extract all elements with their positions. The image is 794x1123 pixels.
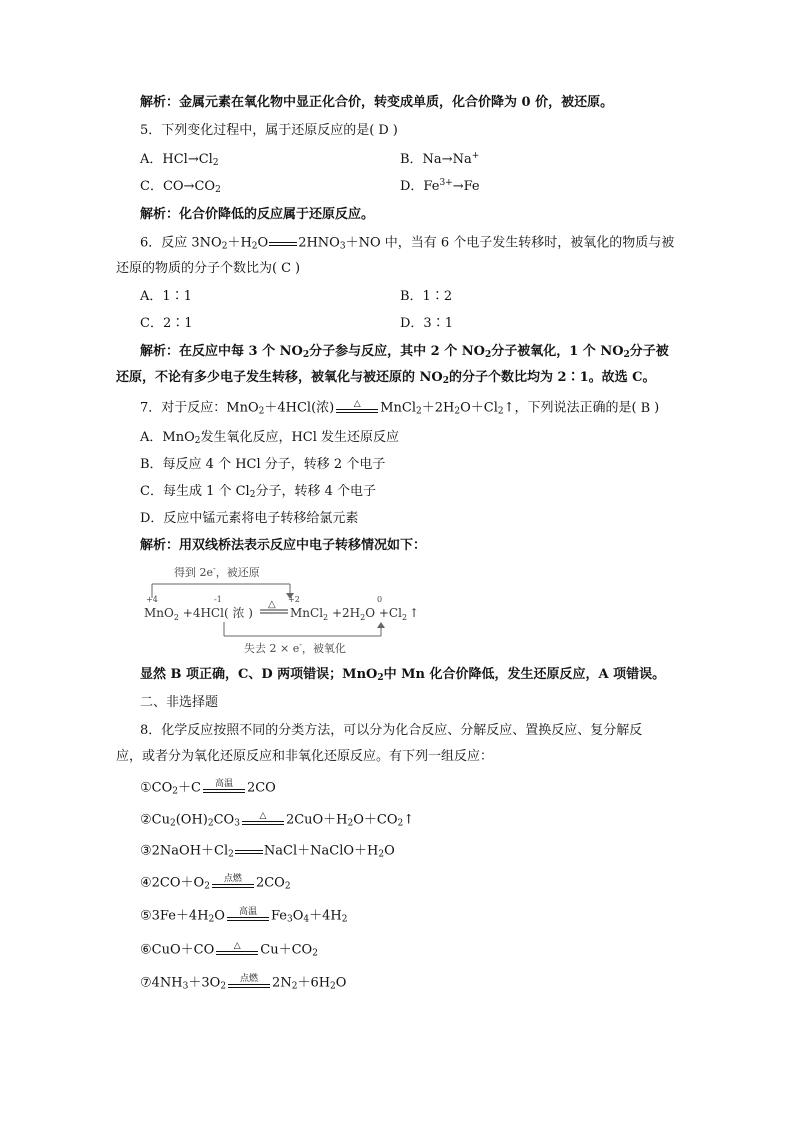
reaction-condition-arrow: [201, 778, 247, 798]
question-text: 5．下列变化过程中，属于还原反应的是(: [140, 123, 375, 138]
question-7: [140, 398, 659, 419]
text: ②Cu: [140, 812, 170, 828]
option-a: [140, 428, 399, 448]
option-d: [140, 509, 358, 529]
question-6-line1: [140, 233, 674, 254]
subscript: 2: [454, 406, 461, 417]
answer-explanation-q5: [140, 205, 374, 225]
reaction-4: [140, 873, 291, 894]
text: O: [335, 975, 347, 991]
subscript: 2: [215, 185, 221, 195]
reaction-condition-arrow: [225, 906, 271, 926]
answer-explanation-q6-line2: [116, 368, 656, 388]
text: △: [233, 941, 241, 951]
text: ＋NO 中，当有 6 个电子发生转移时，被氧化的物质与被: [345, 235, 675, 251]
text: A．HCl→Cl: [140, 152, 213, 167]
option-c: [140, 177, 221, 197]
text: ＋3O: [188, 975, 221, 991]
text: O: [257, 235, 269, 251]
subscript: 2: [208, 914, 215, 925]
text: O＋CO: [353, 812, 398, 828]
text: 2N: [272, 975, 292, 991]
conclusion-q7: [140, 665, 665, 685]
subscript: 2: [284, 881, 291, 892]
answer-explanation-q7: [140, 536, 426, 556]
question-8-line2: [116, 747, 493, 767]
text: ③2NaOH＋Cl: [140, 843, 229, 859]
electron-transfer-diagram: [140, 562, 440, 658]
subscript: 4: [303, 914, 310, 925]
answer-letter: B: [640, 400, 651, 416]
text: 点燃: [223, 874, 242, 884]
text: ＋4H: [309, 908, 342, 924]
question-6-line2: [116, 259, 300, 279]
text: 高温: [214, 779, 233, 789]
option-a: [140, 287, 192, 307]
text: 分子被: [629, 344, 669, 359]
subscript: 2: [172, 786, 178, 797]
text: 高温: [238, 907, 257, 917]
subscript: 2: [194, 436, 201, 446]
reaction-7: [140, 973, 346, 994]
text: B．每反应 4 个 HCl 分子，转移 2 个电子: [140, 457, 386, 472]
diagram-equation-products: MnCl$_2$ $+2H_2O +Cl_2$ ↑: [290, 606, 420, 622]
heat-symbol: △: [268, 599, 276, 610]
gain-label: 得到 2e-，被还原: [174, 564, 260, 579]
text: CO: [213, 812, 235, 828]
text: B．1∶2: [400, 289, 453, 304]
reaction-condition-arrow: [240, 810, 286, 830]
text: D．3∶1: [400, 316, 453, 331]
reaction-condition-arrow: [334, 398, 380, 418]
text: 解析：在反应中每 3 个 NO: [140, 344, 303, 359]
text: ↑: [403, 812, 415, 828]
oxidation-number: +4: [146, 595, 158, 604]
subscript: 2: [397, 818, 404, 829]
text: Fe: [270, 908, 287, 924]
text: 解析：金属元素在氧化物中显正化合价，转变成单质，化合价降为 0 价，被还原。: [140, 95, 614, 110]
text: Cu＋CO: [260, 942, 313, 958]
text: ＋C: [178, 780, 201, 796]
subscript: 2: [312, 948, 318, 959]
text: 分子被氧化，1 个 NO: [491, 344, 624, 359]
text: 2CO: [255, 875, 285, 891]
text: 中 Mn 化合价降低，发生还原反应，A 项错误。: [383, 667, 666, 682]
text: 还原，不论有多少电子发生转移，被氧化与被还原的 NO: [116, 370, 443, 385]
subscript: 3: [182, 981, 189, 992]
subscript: 2: [341, 914, 348, 925]
text: 2HNO: [298, 235, 340, 251]
text: →Fe: [452, 179, 480, 194]
subscript: 2: [212, 158, 219, 168]
text: ⑤3Fe＋4H: [140, 908, 209, 924]
text: ＋6H: [297, 975, 331, 991]
text: C．每生成 1 个 Cl: [140, 484, 250, 499]
text: ⑦4NH: [140, 975, 183, 991]
option-d: [400, 177, 480, 197]
text: 分子参与反应，其中 2 个 NO: [309, 344, 485, 359]
text: A．MnO: [140, 430, 195, 445]
subscript: 2: [228, 849, 234, 860]
text: ↑，下列说法正确的是(: [503, 400, 637, 416]
answer-letter: D: [378, 123, 389, 138]
lose-label: 失去 2 × e-，被氧化: [244, 640, 346, 655]
superscript: +: [471, 151, 480, 161]
arrow-head-icon: [377, 622, 385, 628]
oxidation-number: -1: [214, 595, 222, 604]
text: ①CO: [140, 780, 173, 796]
text: 点燃: [240, 974, 259, 984]
reaction-condition-arrow: [226, 973, 272, 993]
text: O: [384, 843, 395, 859]
section-heading: [140, 693, 218, 713]
option-b: [400, 150, 479, 170]
subscript: 2: [207, 818, 214, 829]
reaction-condition-arrow: [214, 940, 260, 960]
subscript: 2: [623, 350, 630, 360]
text: ＋H: [227, 235, 252, 251]
subscript: 2: [347, 818, 354, 829]
text: 2CO: [246, 780, 276, 796]
oxidation-number: +2: [288, 595, 300, 604]
equals-sign: [234, 841, 264, 861]
reaction-3: [140, 841, 395, 862]
text: 的分子个数比均为 2∶1。故选 C。: [449, 370, 656, 385]
subscript: 2: [302, 350, 310, 360]
text: △: [259, 811, 267, 821]
text: D．Fe: [400, 179, 440, 194]
text: ＋4HCl(浓): [264, 400, 335, 416]
text: C．2∶1: [140, 316, 193, 331]
equals-sign: [268, 233, 298, 253]
text: O: [214, 908, 225, 924]
superscript: 3+: [439, 178, 453, 188]
text: ⑥CuO＋CO: [140, 942, 215, 958]
subscript: 2: [442, 376, 449, 386]
reaction-1: [140, 778, 276, 799]
subscript: 2: [258, 406, 265, 417]
subscript: 2: [204, 881, 210, 892]
text: △: [353, 399, 361, 409]
text: 解析：用双线桥法表示反应中电子转移情况如下：: [140, 538, 427, 553]
oxidation-number: 0: [377, 595, 383, 604]
subscript: 3: [339, 241, 346, 252]
subscript: 2: [378, 849, 385, 860]
text: 二、非选择题: [140, 695, 219, 710]
subscript: 2: [249, 490, 256, 500]
reaction-2: [140, 810, 414, 831]
option-d: [400, 314, 453, 334]
text: O＋Cl: [460, 400, 498, 416]
text: 显然 B 项正确，C、D 两项错误；MnO: [140, 667, 378, 682]
question-8-line1: [140, 721, 642, 741]
reaction-6: [140, 940, 318, 961]
subscript: 2: [484, 350, 492, 360]
subscript: 2: [377, 673, 384, 683]
subscript: 2: [169, 818, 176, 829]
subscript: 2: [291, 981, 298, 992]
text: 分子，转移 4 个电子: [255, 484, 377, 499]
text: MnCl: [380, 400, 417, 416]
reaction-5: [140, 906, 347, 927]
text: 8．化学反应按照不同的分类方法，可以分为化合反应、分解反应、置换反应、复分解反: [140, 723, 643, 738]
text: NaCl＋NaClO＋H: [263, 843, 379, 859]
answer-explanation-q6-line1: [140, 342, 669, 362]
option-c: [140, 482, 376, 502]
subscript: 2: [330, 981, 336, 992]
bracket: ): [392, 123, 398, 138]
text: ): [295, 261, 301, 276]
text: C．CO→CO: [140, 179, 216, 194]
text: 还原的物质的分子个数比为(: [116, 261, 278, 276]
text: (OH): [175, 812, 208, 828]
text: 2CuO＋H: [285, 812, 348, 828]
option-b: [400, 287, 452, 307]
text: 发生氧化反应，HCl 发生还原反应: [200, 430, 400, 445]
text: B．Na→Na: [400, 152, 472, 167]
text: 6．反应 3NO: [140, 235, 222, 251]
answer-letter: C: [281, 261, 292, 276]
subscript: 3: [286, 914, 293, 925]
answer-explanation-q4: [140, 93, 613, 113]
subscript: 2: [221, 241, 228, 252]
diagram-equation: MnO$_2$ +4HCl( 浓 ): [144, 606, 253, 622]
text: D．反应中锰元素将电子转移给氯元素: [140, 511, 359, 526]
text: ④2CO＋O: [140, 875, 205, 891]
option-a: [140, 150, 219, 170]
subscript: 3: [234, 818, 240, 829]
text: 解析：化合价降低的反应属于还原反应。: [140, 207, 375, 222]
question-5: [140, 121, 398, 141]
subscript: 2: [251, 241, 258, 252]
text: ): [654, 400, 660, 416]
text: O: [292, 908, 304, 924]
option-c: [140, 314, 193, 334]
text: ＋2H: [421, 400, 455, 416]
text: 7．对于反应：MnO: [140, 400, 259, 416]
subscript: 2: [220, 981, 227, 992]
reaction-condition-arrow: [210, 873, 256, 893]
text: A．1∶1: [140, 289, 192, 304]
subscript: 2: [416, 406, 422, 417]
text: 应，或者分为氧化还原反应和非氧化还原反应。有下列一组反应：: [116, 749, 494, 764]
subscript: 2: [497, 406, 504, 417]
option-b: [140, 455, 385, 475]
